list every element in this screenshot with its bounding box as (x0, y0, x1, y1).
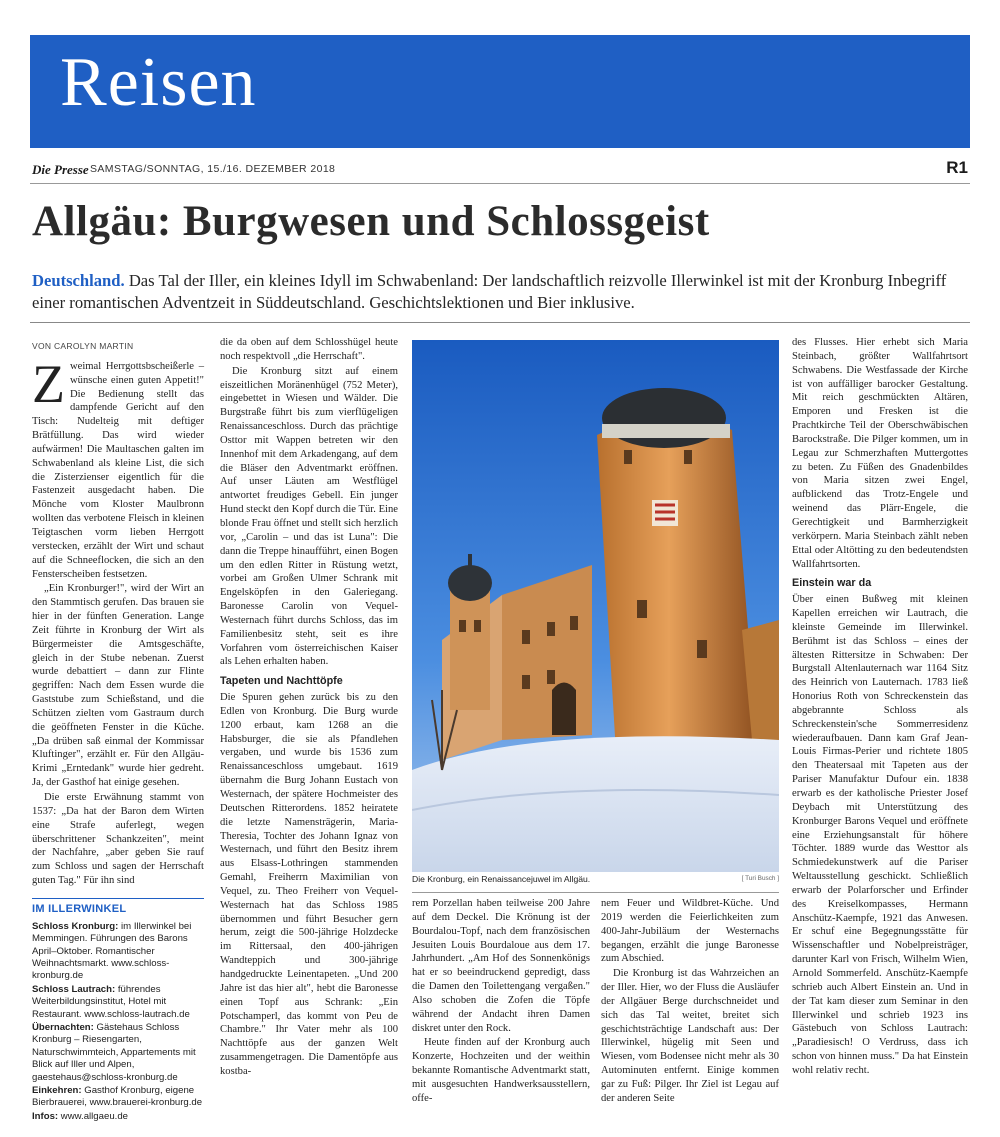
paragraph: Heute finden auf der Kronburg auch Konzerte, Hochzeiten und der weithin bekannte Romantische Adventmarkt statt, mit ausgesuchten Handwerksausstellern, offe- (412, 1037, 590, 1104)
caption-divider (412, 892, 779, 893)
paragraph: die da oben auf dem Schlosshügel heute noch respektvoll „die Herrschaft". (220, 337, 398, 362)
section-banner (30, 35, 970, 148)
paragraph: Über einen Bußweg mit kleinen Kapellen erreichen wir Lautrach, die kleinste Gemeinde im Illerwinkel. Berühmt ist das Schloss – eines der ältesten Rittersitze in Schwaben: Der Burgstall Altenlauternach war 1164 Sitz des Heinrich von Lauternach. 1783 ließ Honorius Roth von Schreckenstein das abgebrannte Schloss als Schreckenstein'sche Sommerresidenz wiederaufbauen. Dann kam Graf Jean-Louis Firmas-Perier und richtete 1805 den Theatersaal mit Tapeten aus der Pariser Manufaktur Dufour ein. 1838 erwarb es der katholische Priester Josef Deybach mit Unterstützung des Kronburger Barons Vequel und eröffnete eine Erziehungsanstalt für höhere Töchter. 1889 wurde das Westtor als Schmiedekunstwerk auf die Pariser Weltausstellung geschickt. Schließlich erwarb der Polarforscher und Erfinder des Kreiselkompasses, Hermann Anschütz-Kaempfe, 1921 das Anwesen. Er schuf eine Begegnungsstätte für Wissenschaftler und Nobelpreisträger, darunter Karl von Frisch, Wilhelm Wien, Arnold Sommerfeld. Anschütz-Kaempfe schrieb auch Albert Einstein an. Und in der Tat kam dieser zum Seminar in den Illerwinkel und schrieb 1923 ins Gästebuch von Schloss Lautrach: „Paradiesisch! O Verdruss, dass ich schon von hinnen muss." Da hat Einstein wohl relativ recht. (792, 594, 968, 1076)
subheading: Einstein war da (792, 577, 872, 590)
paragraph: „Ein Kronburger!", wird der Wirt an den Stammtisch gerufen. Das brauen sie hier in der fünften Generation. Lange Zeit führte in Kronburg der Wirt als Bürgermeister die Amtsgeschäfte, gleich in der Stube nebenan. Zuerst wurde debattiert – dann zur Flinte gegriffen: Nach dem Essen wurde die Gaststube zum Schießstand, und die Schützen zielten vom Gastraum durch die geöffneten Fenster in die Küche. „Da drüben saß einmal der Kommissar Kluftinger", erzählt er. Für den Allgäu-Krimi „Erntedank" wurde hier gedreht. Ja, der Gasthof hat einige gesehen. (32, 583, 204, 789)
page-number: R1 (946, 158, 968, 177)
section-title: Reisen (60, 44, 257, 121)
photo-caption (412, 874, 779, 888)
masthead-divider (30, 183, 970, 184)
kronburg-castle-image (412, 340, 779, 872)
paragraph: Die Kronburg ist das Wahrzeichen an der Iller. Hier, wo der Fluss die Ausläufer der Allgäuer Berge durchschneidet und sich das Tal weitet, breitet sich geschichtsträchtige Landschaft aus: Der Illerwinkel, hügelig mit Seen und Wiesen, vom Bodensee nicht mehr als 30 Autominuten entfernt. Einige kommen gar zu Fuß: Pilger. Ihr Ziel ist Legau auf der anderen Seite (601, 968, 779, 1104)
column-1 (32, 340, 204, 1124)
infobox (32, 921, 204, 1124)
photo-credit: [ Turi Busch ] (741, 875, 779, 882)
caption-text: Die Kronburg, ein Renaissancejuwel im Allgäu. (412, 874, 591, 884)
lead-text: Das Tal der Iller, ein kleines Idyll im Schwabenland: Der landschaftlich reizvolle Illerwinkel ist mit der Kronburg Inbegriff einer romantischen Adventzeit in Süddeutschland. Geschichtslektionen und Bier inklusive. (32, 271, 947, 312)
drop-cap: Z (32, 353, 65, 414)
column-3 (412, 897, 590, 1107)
infobox-title: IM ILLERWINKEL (32, 898, 204, 917)
paragraph: Die Spuren gehen zurück bis zu den Edlen von Kronburg. Die Burg wurde 1200 erbaut, kam 1268 an die Habsburger, die sie als Pfandlehen vergaben, und wurde bis 1536 zum Renaissanceschloss umgebaut. 1619 übernahm die Burg Johann Eustach von Westernach, der spätere Hochmeister des Deutschen Ritterordens. 1852 heiratete die letzte Namensträgerin, Maria-Theresia, Tochter des Johann Ignaz von Westernach, und führt den Besitz ihrem aus Elsass-Lothringen stammenden Gemahl, Freiherrn Maximilian von Vequel, zu. Theo Freiherr von Vequel-Westernach hat das Schloss 1985 übernommen und führt Besucher gern herum, zeigt die 500-jährige Holzdecke im Rittersaal, den 400-jährigen Wandteppich und 300-jährige handgedruckte Leinentapeten. „Und 200 Jahre ist das hier alt", hebt die Baronesse einen Topf aus Schrank: „Ein Potschamperl, das kommt von Peu de Chambre." Ihr Vater mehr als 100 Nachttöpfe aus der ganzen Welt zusammengetragen. Die Damentöpfe aus kostba- (220, 692, 398, 1077)
newspaper-brand: Die Presse (32, 162, 89, 177)
paragraph: nem Feuer und Wildbret-Küche. Und 2019 werden die Feierlichkeiten zum 400-Jahr-Jubiläum der Westernachs begangen, erzählt die junge Baronesse zum Abschied. (601, 898, 779, 965)
byline: VON CAROLYN MARTIN (32, 341, 134, 351)
paragraph: rem Porzellan haben teilweise 200 Jahre auf dem Deckel. Die Krönung ist der Bourdalou-Topf, nach dem französischen Jesuiten Louis Bourdaloue aus dem 17. Jahrhundert. „Am Hof des Sonnenkönigs hat er so beeindruckend gepredigt, dass die Damen den Toilettengang vergaßen." Also schoben die Zofen die Töpfe während der Andacht ihren Damen diskret unter den Rock. (412, 898, 590, 1034)
infobox-entry: Infos: www.allgaeu.de (32, 1110, 128, 1122)
lead-divider (30, 322, 970, 323)
infobox-entry: Übernachten: Gästehaus Schloss Kronburg – Riesengarten, Naturschwimmteich, Appartements mit Blick auf Iller und Alpen, gaestehaus@schloss-kronburg.de (32, 1022, 196, 1083)
column-2 (220, 336, 398, 1080)
paragraph: Zweimal Herrgottsbscheißerle – wünsche einen guten Appetit!" Die Bedienung stellt das dampfende Gericht auf den Tisch: Nudelteig mit deftiger Brätfüllung. Das wird wieder aufwärmen! Die Maultaschen galten im Schwabenland als kleine List, die sich die Zisterzienser eigentlich für die Fastenzeit ausgedacht haben. Die Mönche vom Kloster Maulbronn wollten das verbotene Fleisch in kleinen Teigtaschen vorm lieben Herrgott verstecken, erzählt der Wirt und schaut auf die Schneeflocken, die sich an den Fensterscheiben festsetzen. (32, 353, 204, 580)
paragraph: Die erste Erwähnung stammt von 1537: „Da hat der Baron dem Wirten eine Strafe auferlegt, wegen überschrittener Schankzeiten", meint der Nachfahre, „aber geben Sie rauf zum Schloss und sagen der Herrschaft guten Tag." Für ihn sind (32, 792, 204, 887)
paragraph: des Flusses. Hier erhebt sich Maria Steinbach, größter Wallfahrtsort Schwabens. Die Westfassade der Kirche ist von auffälliger barocker Gestaltung. Mit reich geschmückten Altären, Emporen und Fresken ist die Prachtkirche Teil der Oberschwäbischen Barockstraße. Die Pilger kommen, um in Legau zur Schmerzhaften Muttergottes zu beten. Zu Füßen des Gnadenbildes von Maria sitzen zwei Engel, aufblickend das Trotz-Engele und weinend das Plärr-Engele, die Gerechtigkeit und Barmherzigkeit verkörpern. Maria Steinbach zählt neben Ettal oder Altötting zu den bedeutendsten Wallfahrtsorten. (792, 337, 968, 570)
article-headline: Allgäu: Burgwesen und Schlossgeist (32, 198, 710, 245)
lead-kicker: Deutschland. (32, 271, 125, 290)
article-lead (32, 270, 962, 314)
paragraph: Die Kronburg sitzt auf einem eiszeitlichen Moränenhügel (752 Meter), eingebettet in Wiesen und Wälder. Die Burgstraße führt bis zum vierflügeligen Renaissanceschloss. Durch das prächtige Osttor mit Wappen betreten wir den Innenhof mit dem Arkadengang, auf dem die Bläser den Adventmarkt eröffnen. Auf unser Läuten am Westflügel antwortet freudiges Gebell. Ein junger Hund steckt den Kopf durch die Tür. Eine blonde Frau öffnet und stellt sich herzlich vor, „Carolin – und das ist Luna": Die dann die Treppe hinaufführt, einen Bogen um den edlen Ritter in Rüstung wetzt, vorbei am Großen Ulmer Schrank mit Engelsköpfen in den Galeriegang. Baronesse Carolin von Vequel-Westernach führt durchs Schloss, das im Familienbesitz steht, seit es ihre Vorfahren vom österreichischen Kaiser als Lehen erhalten haben. (220, 365, 398, 668)
column-4 (601, 897, 779, 1107)
infobox-entry: Schloss Lautrach: führendes Weiterbildungsinstitut, Hotel mit Restaurant. www.schloss-lautrach.de (32, 983, 190, 1020)
subheading: Tapeten und Nachttöpfe (220, 675, 343, 688)
infobox-entry: Einkehren: Gasthof Kronburg, eigene Bierbrauerei, www.brauerei-kronburg.de (32, 1085, 203, 1109)
infobox-entry: Schloss Kronburg: im Illerwinkel bei Memmingen. Führungen des Barons April–Oktober. Romantischer Weihnachtsmarkt. www.schloss-kronburg.de (32, 920, 192, 982)
castle-photo (412, 340, 779, 872)
column-5 (792, 336, 968, 1079)
masthead (32, 160, 968, 182)
issue-date: SAMSTAG/SONNTAG, 15./16. DEZEMBER 2018 (90, 163, 336, 175)
